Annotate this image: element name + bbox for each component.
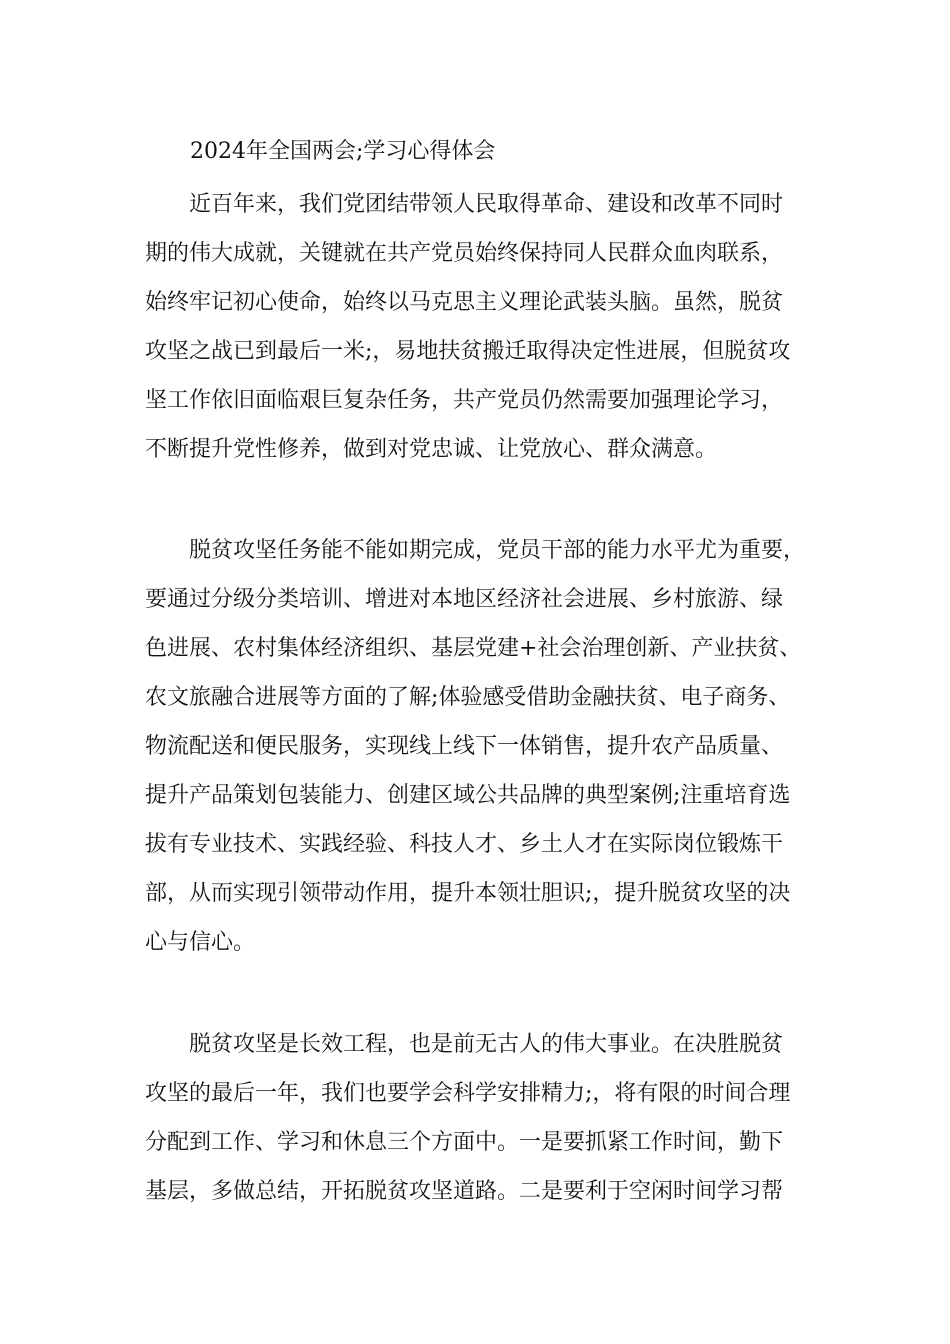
paragraph-line: 攻坚之战已到最后一米;，易地扶贫搬迁取得决定性进展，但脱贫攻 [145, 339, 791, 364]
paragraph-line: 基层，多做总结，开拓脱贫攻坚道路。二是要利于空闲时间学习帮 [145, 1179, 784, 1204]
paragraph-line: 物流配送和便民服务，实现线上线下一体销售，提升农产品质量、 [145, 734, 784, 759]
paragraph-line: 分配到工作、学习和休息三个方面中。一是要抓紧工作时间，勤下 [145, 1130, 784, 1155]
paragraph-3 [145, 1020, 825, 1216]
paragraph-1 [145, 180, 825, 474]
paragraph-line: 攻坚的最后一年，我们也要学会科学安排精力;，将有限的时间合理 [145, 1081, 791, 1106]
paragraph-line: 色进展、农村集体经济组织、基层党建+社会治理创新、产业扶贫、 [145, 636, 802, 661]
paragraph-line: 近百年来，我们党团结带领人民取得革命、建设和改革不同时 [189, 192, 784, 217]
paragraph-line: 坚工作依旧面临艰巨复杂任务，共产党员仍然需要加强理论学习， [145, 388, 784, 413]
paragraph-line: 脱贫攻坚是长效工程，也是前无古人的伟大事业。在决胜脱贫 [189, 1032, 784, 1057]
paragraph-line: 要通过分级分类培训、增进对本地区经济社会进展、乡村旅游、绿 [145, 587, 784, 612]
paragraph-line: 脱贫攻坚任务能不能如期完成，党员干部的能力水平尤为重要， [189, 538, 806, 563]
paragraph-line: 心与信心。 [145, 930, 256, 955]
document-title: 2024年全国两会;学习心得体会 [190, 139, 496, 164]
paragraph-line: 拔有专业技术、实践经验、科技人才、乡土人才在实际岗位锻炼干 [145, 832, 784, 857]
paragraph-line: 期的伟大成就，关键就在共产党员始终保持同人民群众血肉联系， [145, 241, 784, 266]
paragraph-line: 农文旅融合进展等方面的了解;体验感受借助金融扶贫、电子商务、 [145, 685, 791, 710]
paragraph-2 [145, 526, 825, 967]
paragraph-line: 不断提升党性修养，做到对党忠诚、让党放心、群众满意。 [145, 437, 718, 462]
paragraph-line: 部，从而实现引领带动作用，提升本领壮胆识;，提升脱贫攻坚的决 [145, 881, 791, 906]
paragraph-line: 提升产品策划包装能力、创建区域公共品牌的典型案例;注重培育选 [145, 783, 791, 808]
paragraph-line: 始终牢记初心使命，始终以马克思主义理论武装头脑。虽然，脱贫 [145, 290, 784, 315]
